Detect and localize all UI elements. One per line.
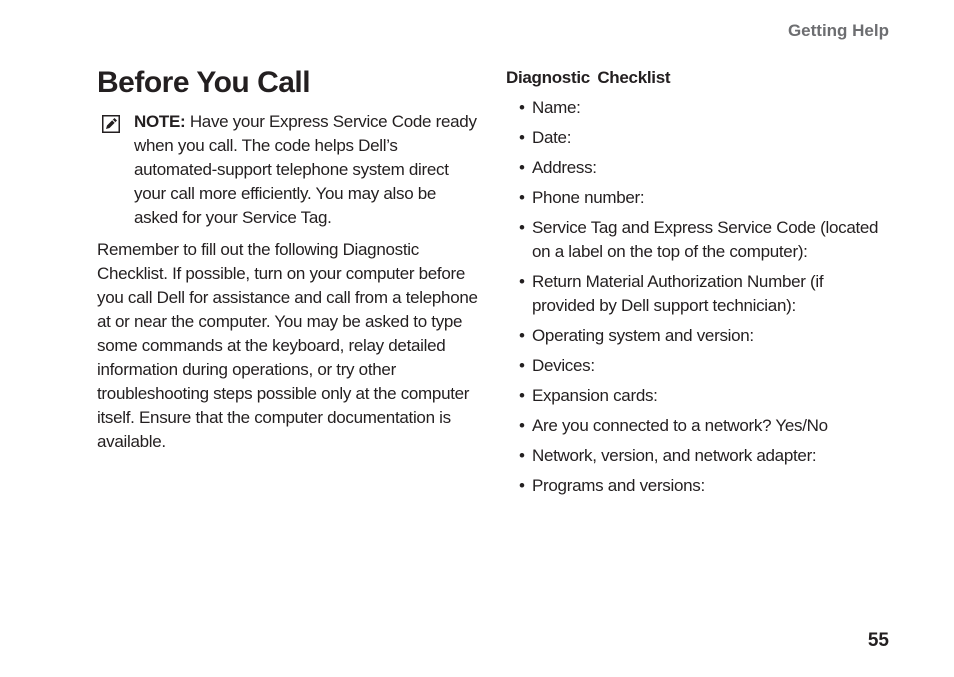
page-title: Before You Call xyxy=(97,66,311,99)
right-column xyxy=(506,66,886,504)
list-item xyxy=(506,126,886,150)
pencil-note-icon xyxy=(102,115,120,133)
checklist-item-text: Operating system and version: xyxy=(532,326,754,345)
bullet: • xyxy=(519,218,525,237)
checklist-item-text: Date: xyxy=(532,128,572,147)
checklist-item-text: Are you connected to a network? Yes/No xyxy=(532,416,828,435)
list-item xyxy=(506,96,886,120)
bullet: • xyxy=(519,326,525,345)
bullet: • xyxy=(519,356,525,375)
checklist-item-text: Service Tag and Express Service Code (located on a label on the top of the computer): xyxy=(532,218,879,261)
diagnostic-checklist xyxy=(506,96,886,498)
checklist-item-text: Network, version, and network adapter: xyxy=(532,446,817,465)
list-item xyxy=(506,474,886,498)
left-column xyxy=(97,64,482,454)
checklist-item-text: Programs and versions: xyxy=(532,476,705,495)
list-item xyxy=(506,414,886,438)
intro-paragraph: Remember to fill out the following Diagnostic Checklist. If possible, turn on your computer before you call Dell for assistance and call from a telephone at or near the computer. You may be asked to type some commands at the keyboard, relay detailed information during operations, or try other troubleshooting steps possible only at the computer itself. Ensure that the computer documentation is available. xyxy=(97,240,478,451)
checklist-item-text: Expansion cards: xyxy=(532,386,658,405)
bullet: • xyxy=(519,128,525,147)
list-item xyxy=(506,384,886,408)
note-block xyxy=(97,110,482,230)
checklist-item-text: Name: xyxy=(532,98,581,117)
checklist-item-text: Devices: xyxy=(532,356,595,375)
bullet: • xyxy=(519,98,525,117)
bullet: • xyxy=(519,386,525,405)
section-header: Getting Help xyxy=(787,21,889,40)
checklist-item-text: Address: xyxy=(532,158,597,177)
note-label: NOTE: xyxy=(134,112,186,131)
list-item xyxy=(506,156,886,180)
bullet: • xyxy=(519,188,525,207)
bullet: • xyxy=(519,158,525,177)
bullet: • xyxy=(519,446,525,465)
checklist-item-text: Phone number: xyxy=(532,188,645,207)
list-item xyxy=(506,270,886,318)
list-item xyxy=(506,444,886,468)
note-text: Have your Express Service Code ready when you call. The code helps Dell’s automated-support telephone system direct your call more efficiently. You may also be asked for your Service Tag. xyxy=(134,112,477,227)
list-item xyxy=(506,216,886,264)
bullet: • xyxy=(519,416,525,435)
page-number: 55 xyxy=(867,630,889,651)
bullet: • xyxy=(519,272,525,291)
checklist-title: Diagnostic Checklist xyxy=(506,68,671,87)
list-item xyxy=(506,354,886,378)
checklist-item-text: Return Material Authorization Number (if provided by Dell support technician): xyxy=(532,272,824,315)
bullet: • xyxy=(519,476,525,495)
list-item xyxy=(506,324,886,348)
list-item xyxy=(506,186,886,210)
